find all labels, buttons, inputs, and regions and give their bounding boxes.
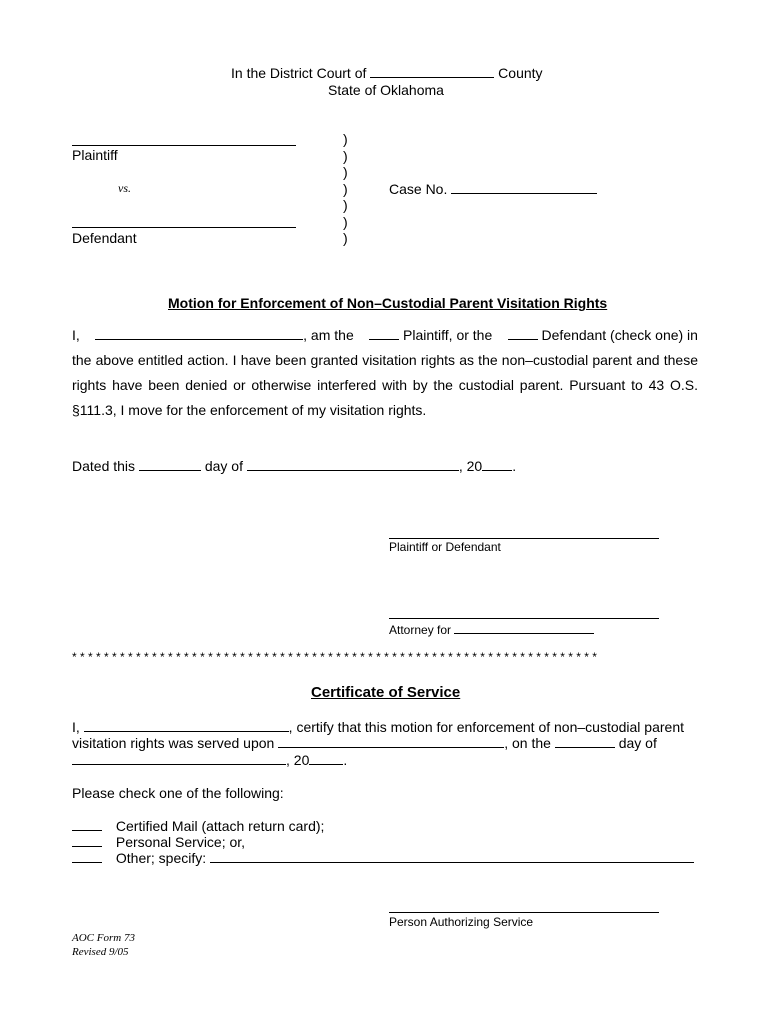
- option-personal-service-checkbox[interactable]: [72, 834, 102, 847]
- served-month-blank[interactable]: [72, 752, 286, 765]
- paren-4: ): [343, 181, 348, 197]
- vs-label: vs.: [118, 181, 131, 195]
- dated-month-blank[interactable]: [247, 458, 459, 471]
- option-other: Other; specify:: [72, 850, 694, 866]
- paren-1: ): [343, 131, 348, 147]
- form-number: AOC Form 73: [72, 932, 135, 944]
- paren-3: ): [343, 164, 348, 180]
- motion-line-1: I, , am the Plaintiff, or the Defendant (check one) in: [72, 327, 698, 343]
- paren-7: ): [343, 230, 348, 246]
- option-certified-mail-checkbox[interactable]: [72, 818, 102, 831]
- signature-line-attorney[interactable]: [389, 618, 659, 619]
- plaintiff-label: Plaintiff: [72, 147, 118, 163]
- paren-2: ): [343, 148, 348, 164]
- defendant-check: Defendant (check one) in: [508, 327, 698, 343]
- attorney-for: Attorney for: [389, 621, 594, 637]
- plaintiff-name-line[interactable]: [72, 145, 296, 146]
- separator: * * * * * * * * * * * * * * * * * * * * * * * * * * * * * * * * * * * * * * * * * * * * * * * * * * * * * * * * * * * * * * * * * *: [72, 650, 597, 664]
- case-no: Case No.: [389, 181, 597, 197]
- option-personal-service: Personal Service; or,: [72, 834, 245, 850]
- dated-line: Dated this day of , 20 .: [72, 458, 517, 474]
- served-year-blank[interactable]: [309, 752, 343, 765]
- served-party-blank[interactable]: [278, 735, 504, 748]
- form-revision: Revised 9/05: [72, 946, 129, 958]
- paren-6: ): [343, 214, 348, 230]
- certifier-name-blank[interactable]: [84, 719, 289, 732]
- motion-line-4: §111.3, I move for the enforcement of my visitation rights.: [72, 402, 427, 418]
- option-other-checkbox[interactable]: [72, 850, 102, 863]
- signature-line-server[interactable]: [389, 912, 659, 913]
- defendant-label: Defendant: [72, 230, 137, 246]
- name-field: , am the: [95, 327, 354, 343]
- certificate-line-1: I, , certify that this motion for enforcement of non–custodial parent: [72, 719, 684, 735]
- dated-day-blank[interactable]: [139, 458, 201, 471]
- defendant-name-line[interactable]: [72, 227, 296, 228]
- signature-label-server: Person Authorizing Service: [389, 915, 534, 929]
- state-line: State of Oklahoma: [328, 82, 444, 98]
- signature-label-party: Plaintiff or Defendant: [389, 540, 501, 554]
- dated-year-blank[interactable]: [482, 458, 512, 471]
- motion-line-3: rights have been denied or otherwise interfered with by the custodial parent. Pursuant to 43 O.S.: [72, 377, 698, 393]
- plaintiff-check: Plaintiff, or the: [369, 327, 492, 343]
- served-day-blank[interactable]: [555, 735, 615, 748]
- attorney-for-blank[interactable]: [454, 621, 594, 634]
- court-line: In the District Court of County: [231, 65, 543, 81]
- motion-line-2: the above entitled action. I have been granted visitation rights as the non–custodial parent and these: [72, 352, 698, 368]
- defendant-check-blank[interactable]: [508, 327, 538, 340]
- paren-5: ): [343, 197, 348, 213]
- certificate-line-3: , 20 .: [72, 752, 347, 768]
- other-specify-blank[interactable]: [210, 850, 694, 863]
- option-certified-mail: Certified Mail (attach return card);: [72, 818, 324, 834]
- plaintiff-check-blank[interactable]: [369, 327, 399, 340]
- county-blank[interactable]: [370, 65, 494, 78]
- name-blank[interactable]: [95, 327, 303, 340]
- motion-title: Motion for Enforcement of Non–Custodial Parent Visitation Rights: [168, 295, 608, 311]
- signature-line-party[interactable]: [389, 538, 659, 539]
- certificate-line-2: visitation rights was served upon , on the day of: [72, 735, 657, 751]
- certificate-title: Certificate of Service: [311, 684, 461, 701]
- case-no-blank[interactable]: [451, 181, 597, 194]
- check-prompt: Please check one of the following:: [72, 785, 284, 801]
